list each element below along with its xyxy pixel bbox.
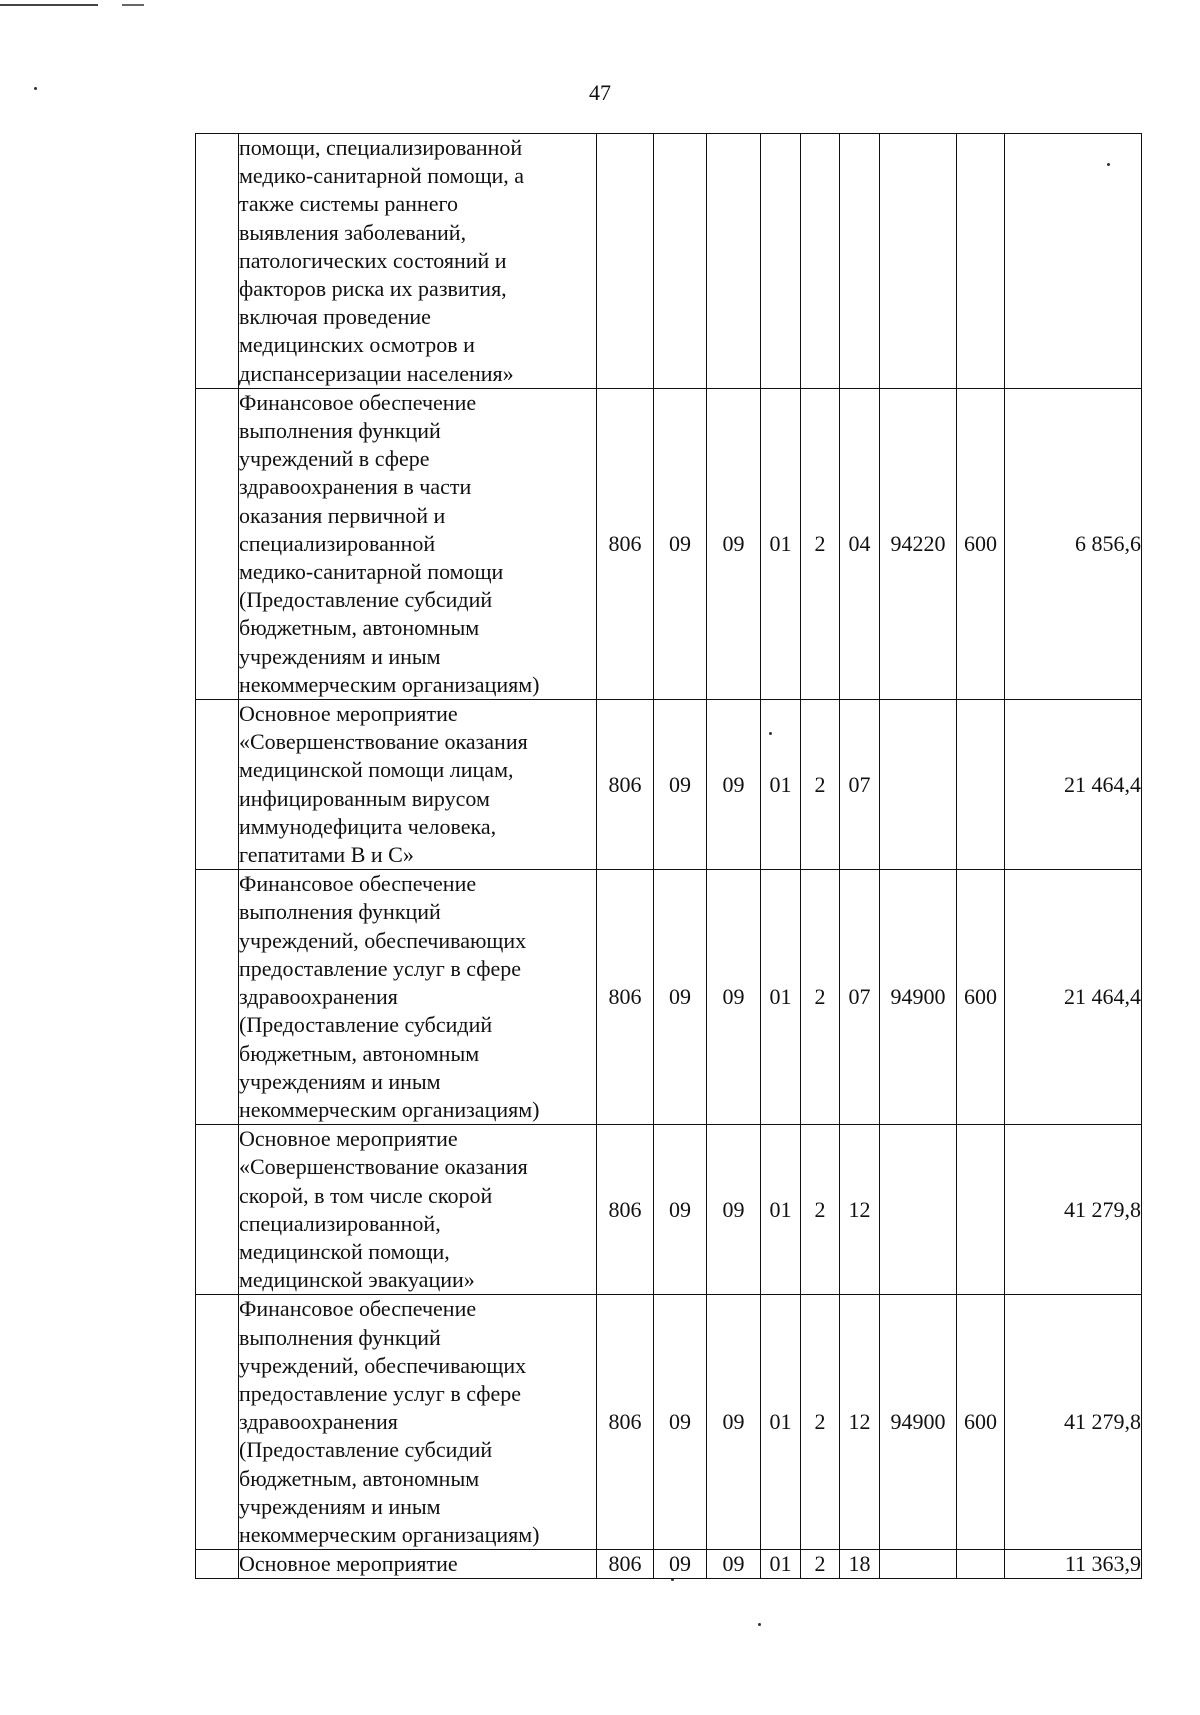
cell-subsection: 09	[707, 870, 761, 1125]
cell-program: 01	[761, 388, 801, 699]
cell-amount: 41 279,8	[1005, 1295, 1142, 1550]
table-row	[196, 700, 1142, 870]
table-row	[196, 134, 1142, 389]
cell-subprogram	[801, 134, 840, 389]
cell-admin-code: 806	[597, 870, 654, 1125]
cell-admin-code: 806	[597, 1295, 654, 1550]
cell-direction	[880, 1125, 957, 1295]
cell-measure: 07	[840, 700, 880, 870]
description-text: помощи, специализированной медико-санитарной помощи, а также системы раннего выявления заболеваний, патологических состояний и факторов риска их развития, включая проведение медицинских осмотров и диспансеризации населения»	[239, 135, 525, 386]
cell-measure: 04	[840, 388, 880, 699]
page-number: 47	[589, 80, 611, 105]
table-row	[196, 1125, 1142, 1295]
cell-admin-code: 806	[597, 1125, 654, 1295]
cell-program: 01	[761, 1125, 801, 1295]
cell-amount: 11 363,9	[1005, 1550, 1142, 1579]
cell-program: 01	[761, 1295, 801, 1550]
description-text: Финансовое обеспечение выполнения функций учреждений в сфере здравоохранения в части оказания первичной и специализированной медико-санитарной помощи (Предоставление субсидий бюджетным, автономным учреждениям и иным некоммерческим организациям)	[239, 389, 540, 697]
cell-amount: 6 856,6	[1005, 388, 1142, 699]
cell-number	[196, 1295, 239, 1550]
cell-expense-type: 600	[957, 388, 1005, 699]
cell-number	[196, 1125, 239, 1295]
cell-admin-code: 806	[597, 388, 654, 699]
cell-section: 09	[654, 870, 707, 1125]
cell-expense-type	[957, 1550, 1005, 1579]
cell-measure: 12	[840, 1125, 880, 1295]
cell-subprogram: 2	[801, 1550, 840, 1579]
cell-number	[196, 388, 239, 699]
cell-expense-type	[957, 700, 1005, 870]
cell-admin-code: 806	[597, 700, 654, 870]
cell-direction	[880, 134, 957, 389]
cell-program: 01	[761, 700, 801, 870]
budget-table	[195, 133, 1142, 1579]
cell-measure: 18	[840, 1550, 880, 1579]
cell-subprogram: 2	[801, 1125, 840, 1295]
cell-amount	[1005, 134, 1142, 389]
table-row	[196, 870, 1142, 1125]
cell-section: 09	[654, 1550, 707, 1579]
table-row	[196, 1295, 1142, 1550]
table-row	[196, 1550, 1142, 1579]
cell-subsection	[707, 134, 761, 389]
cell-expense-type: 600	[957, 1295, 1005, 1550]
cell-direction	[880, 1550, 957, 1579]
cell-description	[239, 1125, 597, 1295]
cell-program: 01	[761, 1550, 801, 1579]
cell-direction: 94220	[880, 388, 957, 699]
cell-section: 09	[654, 1295, 707, 1550]
cell-section: 09	[654, 700, 707, 870]
cell-expense-type	[957, 1125, 1005, 1295]
description-text: Основное мероприятие	[239, 1551, 458, 1577]
scan-artifact-line	[0, 4, 98, 6]
description-text: Финансовое обеспечение выполнения функций учреждений, обеспечивающих предоставление услуг в сфере здравоохранения (Предоставление субсидий бюджетным, автономным учреждениям и иным некоммерческим организациям)	[239, 1296, 540, 1547]
cell-amount: 21 464,4	[1005, 870, 1142, 1125]
cell-number	[196, 1550, 239, 1579]
scan-artifact-line	[122, 4, 144, 6]
cell-expense-type: 600	[957, 870, 1005, 1125]
scan-speck	[758, 1623, 761, 1626]
cell-subsection: 09	[707, 1550, 761, 1579]
cell-subprogram: 2	[801, 388, 840, 699]
cell-program	[761, 134, 801, 389]
cell-description	[239, 388, 597, 699]
description-text: Основное мероприятие «Совершенствование оказания скорой, в том числе скорой специализированной, медицинской помощи, медицинской эвакуации»	[239, 1126, 528, 1293]
cell-subsection: 09	[707, 1125, 761, 1295]
cell-number	[196, 134, 239, 389]
cell-measure: 12	[840, 1295, 880, 1550]
cell-direction	[880, 700, 957, 870]
cell-description	[239, 700, 597, 870]
cell-direction: 94900	[880, 1295, 957, 1550]
cell-measure: 07	[840, 870, 880, 1125]
cell-expense-type	[957, 134, 1005, 389]
cell-program: 01	[761, 870, 801, 1125]
description-text: Финансовое обеспечение выполнения функций учреждений, обеспечивающих предоставление услуг в сфере здравоохранения (Предоставление субсидий бюджетным, автономным учреждениям и иным некоммерческим организациям)	[239, 871, 540, 1122]
cell-amount: 21 464,4	[1005, 700, 1142, 870]
cell-description	[239, 1295, 597, 1550]
cell-amount: 41 279,8	[1005, 1125, 1142, 1295]
cell-measure	[840, 134, 880, 389]
cell-description	[239, 870, 597, 1125]
cell-section: 09	[654, 1125, 707, 1295]
cell-subsection: 09	[707, 1295, 761, 1550]
cell-description	[239, 134, 597, 389]
cell-section	[654, 134, 707, 389]
description-text: Основное мероприятие «Совершенствование оказания медицинской помощи лицам, инфицированным вирусом иммунодефицита человека, гепатитами В и С»	[239, 701, 528, 868]
cell-section: 09	[654, 388, 707, 699]
cell-description	[239, 1550, 597, 1579]
cell-admin-code	[597, 134, 654, 389]
cell-subprogram: 2	[801, 870, 840, 1125]
cell-subsection: 09	[707, 388, 761, 699]
cell-subprogram: 2	[801, 700, 840, 870]
cell-number	[196, 870, 239, 1125]
cell-direction: 94900	[880, 870, 957, 1125]
cell-number	[196, 700, 239, 870]
cell-subsection: 09	[707, 700, 761, 870]
cell-subprogram: 2	[801, 1295, 840, 1550]
cell-admin-code: 806	[597, 1550, 654, 1579]
table-row	[196, 388, 1142, 699]
